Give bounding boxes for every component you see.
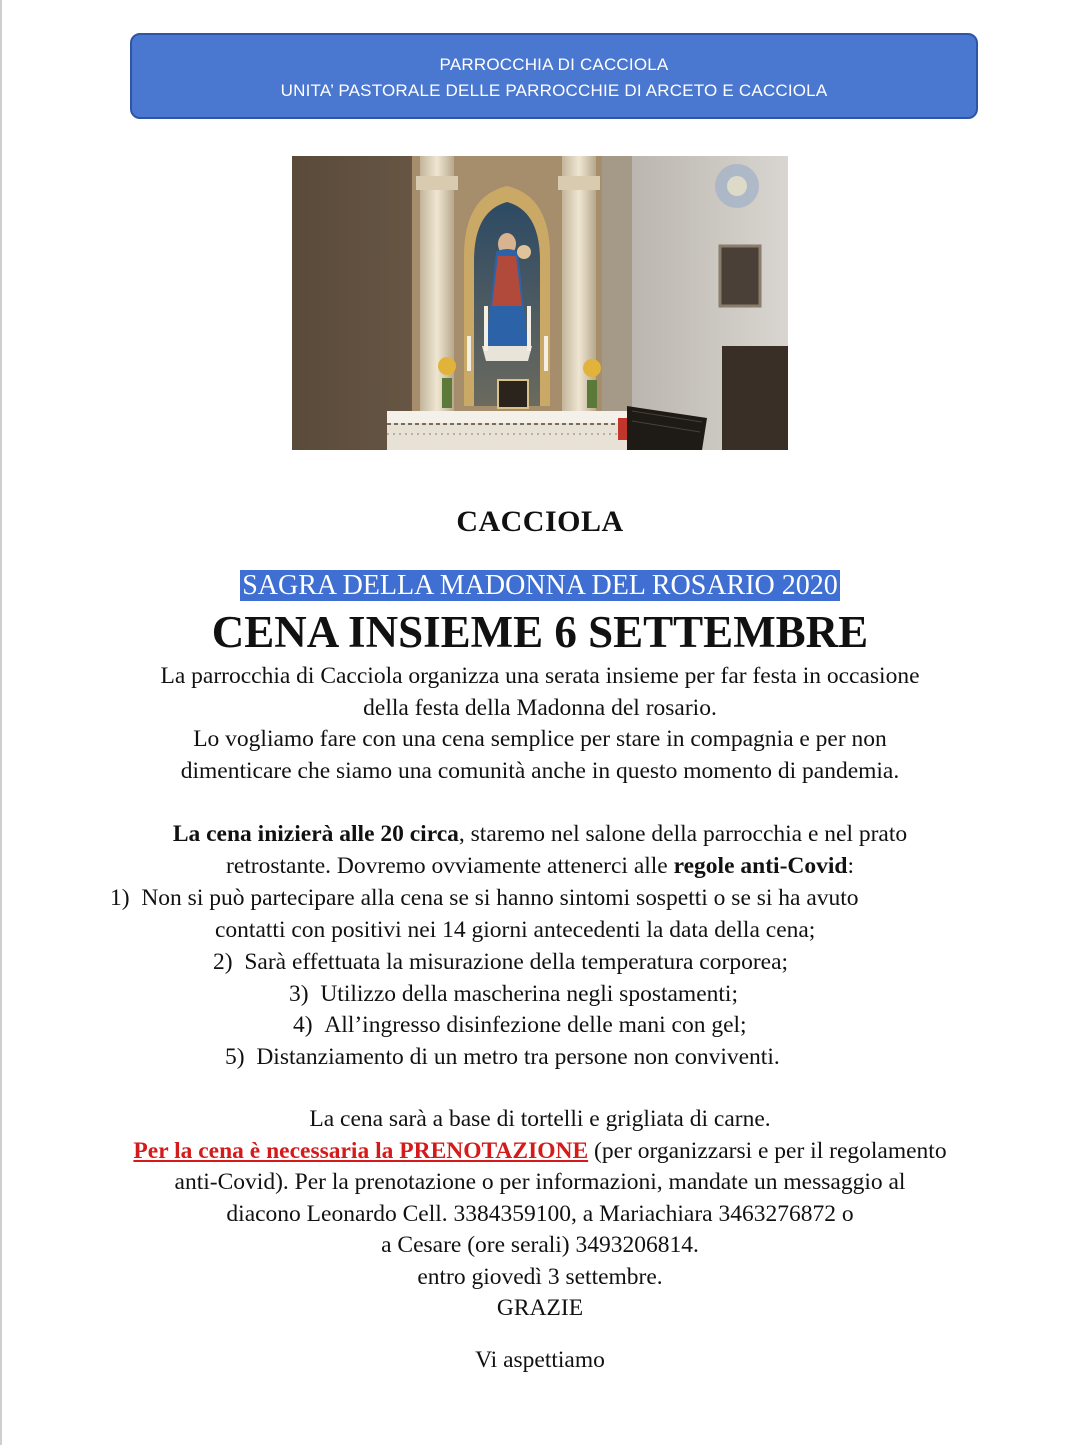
rule-number: 3) [289,981,309,1007]
details-line-2 [0,851,1080,883]
rule-text: All’ingresso disinfezione delle mani con gel; [324,1012,747,1038]
thanks-line: GRAZIE [496,1295,584,1321]
rule-text: contatti con positivi nei 14 giorni antecedenti la data della cena; [215,917,816,943]
rule-item-4 [293,1010,747,1041]
rule-item-1-continued [215,915,815,946]
booking-line [0,1136,1080,1168]
details-paragraph [0,819,1080,882]
details-text: retrostante. Dovremo ovviamente attenerci alle [226,852,674,879]
rule-text: Non si può partecipare alla cena se si hanno sintomi sospetti o se si ha avuto [141,885,859,911]
rule-item-2 [213,947,788,978]
intro-line: dimenticare che siamo una comunità anche in questo momento di pandemia. [180,757,900,784]
reservation-required-notice: Per la cena è necessaria la PRENOTAZIONE [133,1137,589,1164]
rule-text: Sarà effettuata la misurazione della temperatura corporea; [244,949,789,975]
altar-photo [292,156,788,450]
deadline-line: entro giovedì 3 settembre. [417,1263,663,1290]
details-text: : [847,852,854,879]
start-time-bold: La cena inizierà alle 20 circa [172,821,459,847]
contact-line: a Cesare (ore serali) 3493206814. [381,1232,699,1258]
rule-number: 2) [213,949,233,975]
rule-text: Utilizzo della mascherina negli spostamenti; [320,981,738,1007]
rule-number: 1) [110,885,130,911]
menu-line: La cena sarà a base di tortelli e grigliata di carne. [309,1106,771,1132]
parish-header-banner [130,33,978,119]
closing-line: Vi aspettiamo [475,1347,605,1373]
anti-covid-rules-bold: regole anti-Covid [673,852,848,879]
intro-paragraph [0,661,1080,787]
details-text: , staremo nel salone della parrocchia e nel prato [458,821,908,847]
booking-text: (per organizzarsi e per il regolamento [588,1137,947,1164]
intro-line: La parrocchia di Cacciola organizza una serata insieme per far festa in occasione [160,663,920,689]
altar-madonna-image [292,156,788,450]
event-title-highlight: SAGRA DELLA MADONNA DEL ROSARIO 2020 [242,570,838,601]
event-title [0,570,1080,602]
intro-line: della festa della Madonna del rosario. [363,694,717,721]
rule-item-1 [110,883,859,914]
rule-item-3 [289,979,738,1010]
rule-item-5 [225,1042,780,1073]
rule-number: 5) [225,1044,245,1070]
header-line-1: PARROCCHIA DI CACCIOLA [439,55,669,74]
rule-text: Distanziamento di un metro tra persone non conviventi. [256,1044,780,1070]
town-title: CACCIOLA [456,505,624,538]
contact-line: diacono Leonardo Cell. 3384359100, a Mariachiara 3463276872 o [226,1200,854,1227]
rule-number: 4) [293,1012,313,1038]
details-line-1 [0,819,1080,851]
intro-line: Lo vogliamo fare con una cena semplice per stare in compagnia e per non [193,726,887,752]
dinner-headline: CENA INSIEME 6 SETTEMBRE [211,607,869,657]
booking-paragraph [0,1104,1080,1325]
booking-line: anti-Covid). Per la prenotazione o per informazioni, mandate un messaggio al [174,1169,906,1195]
header-line-2: UNITA’ PASTORALE DELLE PARROCCHIE DI ARCETO E CACCIOLA [280,81,828,100]
